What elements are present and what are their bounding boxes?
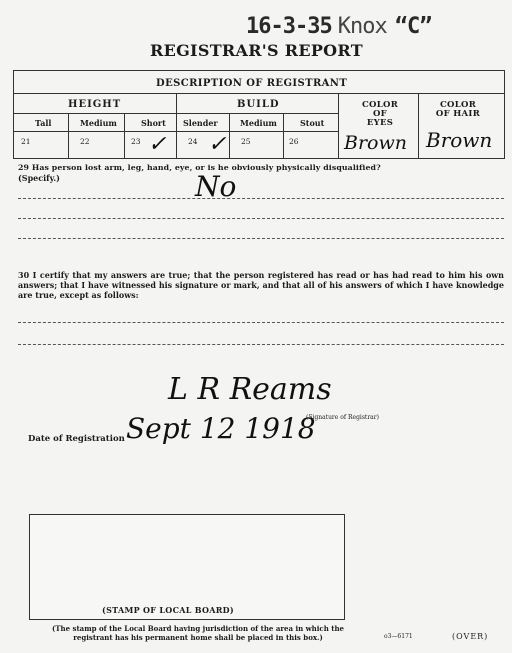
page-title: REGISTRAR'S REPORT: [150, 41, 363, 60]
build-header: BUILD: [237, 99, 280, 110]
table-rule: [283, 113, 284, 159]
county-name: Knox: [337, 14, 387, 39]
board-letter: “C”: [394, 14, 432, 39]
registrar-signature: L R Reams: [168, 372, 332, 407]
eyes-header: COLOR OF EYES: [361, 100, 399, 128]
height-checkmark: ✓: [148, 132, 167, 157]
hair-color-value: Brown: [426, 128, 493, 152]
answer-line: [18, 218, 504, 219]
field-number-23: 23: [131, 137, 141, 146]
field-number-24: 24: [188, 137, 198, 146]
col-slender: Slender: [183, 118, 218, 128]
answer-line: [18, 198, 504, 199]
question-29: 29 Has person lost arm, leg, hand, eye, or is he obviously physically disqualified?: [18, 163, 381, 172]
answer-line: [18, 238, 504, 239]
description-heading: DESCRIPTION OF REGISTRANT: [156, 78, 348, 89]
answer-line: [18, 322, 504, 323]
signature-caption: (Signature of Registrar): [306, 414, 379, 421]
eye-color-value: Brown: [344, 132, 407, 154]
form-number: o3—6171: [384, 633, 413, 640]
serial-stamp: [246, 14, 431, 39]
col-medium-build: Medium: [240, 118, 277, 128]
question-30: 30 I certify that my answers are true; that the person registered has read or has had read to him his own answers; that I have witnessed his signature or mark, and that all of his answers of which I have knowledge are true, except as follows:: [18, 270, 504, 300]
question-29-answer: No: [195, 170, 237, 203]
table-rule: [229, 113, 230, 159]
stamp-box-label: (STAMP OF LOCAL BOARD): [102, 605, 235, 615]
question-29-specify: (Specify.): [18, 173, 60, 183]
col-tall: Tall: [35, 118, 52, 128]
col-medium-height: Medium: [80, 118, 117, 128]
col-short: Short: [141, 118, 166, 128]
field-number-26: 26: [289, 137, 299, 146]
date-label: Date of Registration: [28, 434, 125, 444]
build-checkmark: ✓: [208, 132, 227, 157]
registration-date: Sept 12 1918: [126, 412, 316, 445]
over-label: (OVER): [452, 632, 489, 641]
table-rule: [13, 93, 505, 94]
stamp-box-note: (The stamp of the Local Board having jurisdiction of the area in which the registrant has his permanent home shall be placed in this box.): [52, 624, 344, 642]
answer-line: [18, 344, 504, 345]
field-number-25: 25: [241, 137, 251, 146]
table-rule: [418, 93, 419, 159]
table-rule: [338, 93, 339, 159]
field-number-22: 22: [80, 137, 90, 146]
hair-header: COLOR OF HAIR: [435, 100, 481, 119]
table-rule: [68, 113, 69, 159]
table-rule: [124, 113, 125, 159]
height-header: HEIGHT: [68, 99, 122, 110]
serial-number: 16-3-35: [246, 14, 332, 39]
table-rule: [176, 93, 177, 159]
col-stout: Stout: [300, 118, 325, 128]
field-number-21: 21: [21, 137, 31, 146]
